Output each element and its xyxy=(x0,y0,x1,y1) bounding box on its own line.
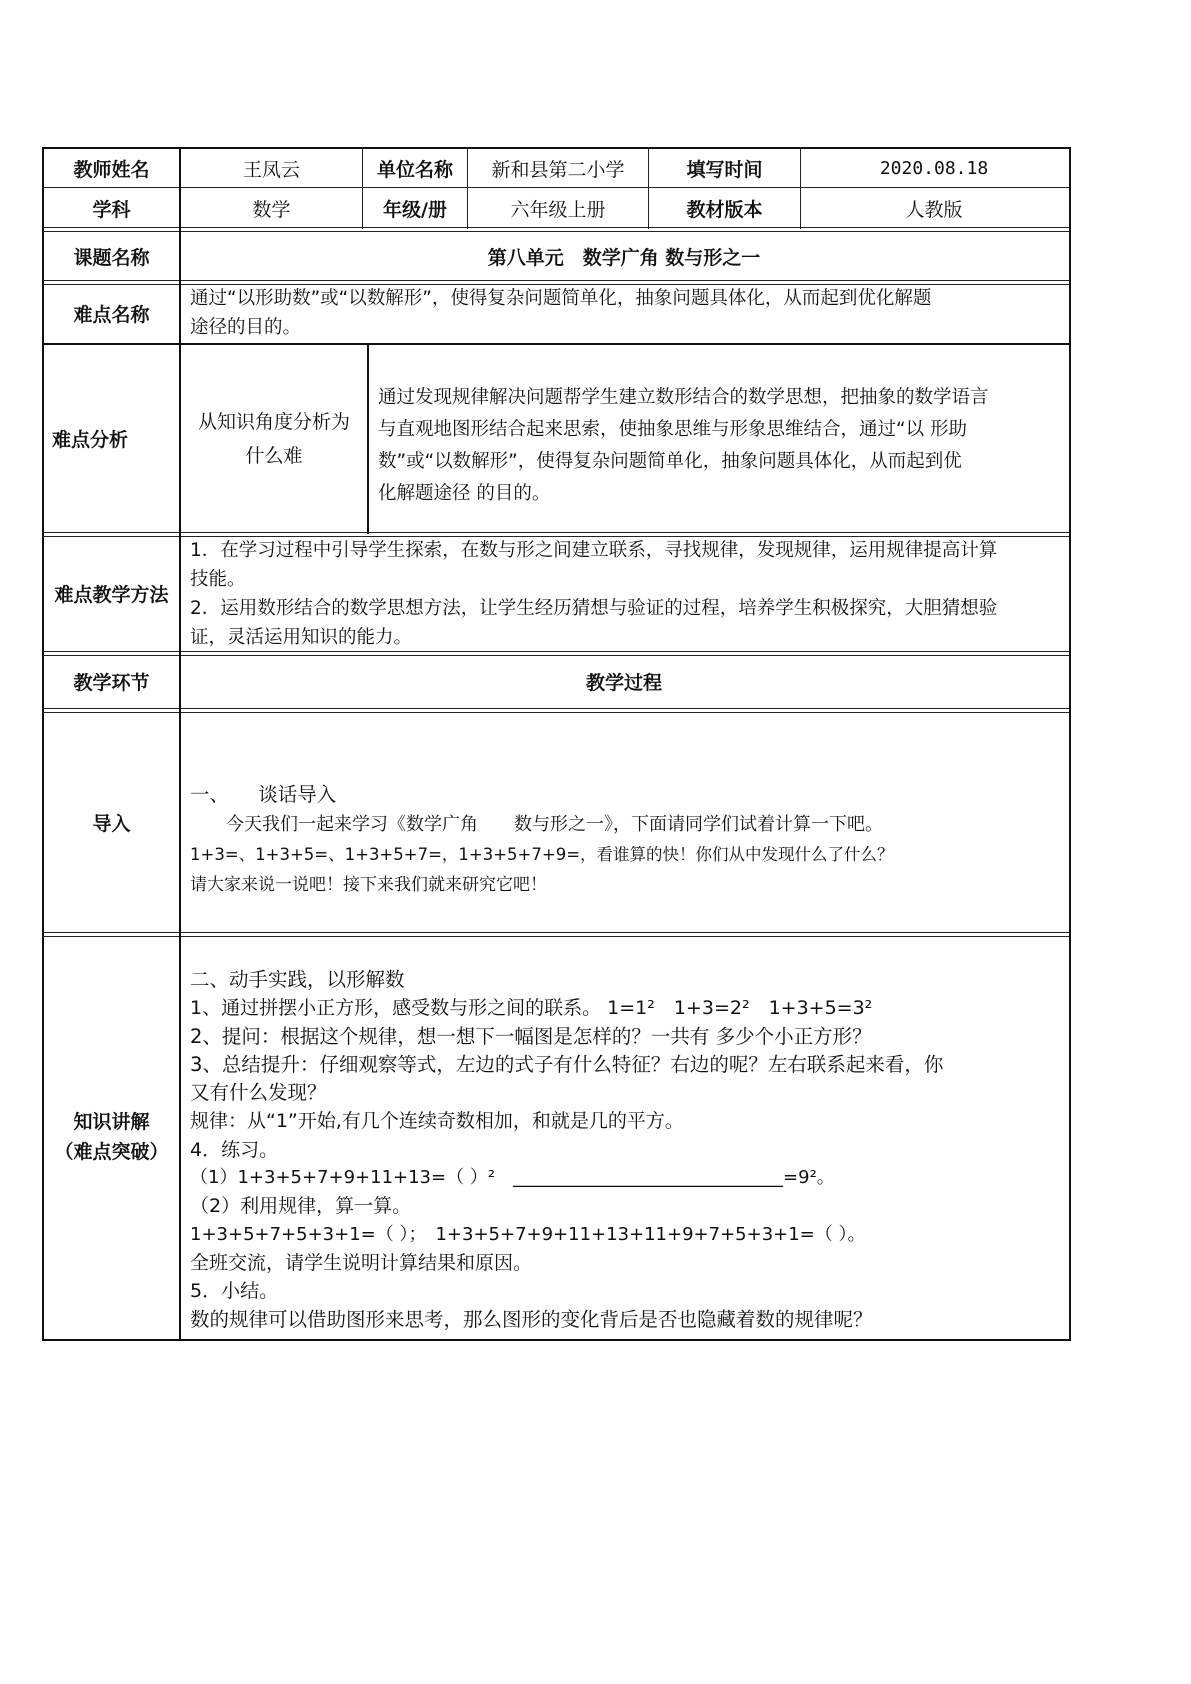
grade-label: 年级/册 xyxy=(383,198,447,221)
analysis-sub-label xyxy=(181,345,367,532)
knowledge-label xyxy=(44,936,179,1337)
knowledge-line: 数的规律可以借助图形来思考，那么图形的变化背后是否也隐藏着数的规律呢？ xyxy=(190,1307,873,1331)
unit-name: 新和县第二小学 xyxy=(491,158,625,181)
knowledge-line: 1、通过拼摆小正方形，感受数与形之间的联系。 1=1² 1+3=2² 1+3+5=3² xyxy=(190,997,873,1020)
analysis-line: 通过发现规律解决问题帮学生建立数形结合的数学思想，把抽象的数学语言 xyxy=(378,387,989,408)
knowledge-label-line: 知识讲解 xyxy=(73,1110,150,1133)
knowledge-line: 2、提问：根据这个规律，想一想下一幅图是怎样的？一共有 多少个小正方形？ xyxy=(190,1024,872,1048)
subject-label: 学科 xyxy=(92,198,131,221)
edition: 人教版 xyxy=(905,198,963,221)
topic-label: 课题名称 xyxy=(73,246,150,269)
knowledge-line: （1）1+3+5+7+9+11+13=（ ）² ______________________________=9²。 xyxy=(190,1167,835,1189)
knowledge-line: 二、动手实践，以形解数 xyxy=(190,968,405,991)
grade: 六年级上册 xyxy=(510,198,606,221)
knowledge-line: 1+3+5+7+5+3+1=（ ）； 1+3+5+7+9+11+13+11+9+7+5+3+1=（ ）。 xyxy=(190,1223,866,1245)
analysis-sub-label-line: 从知识角度分析为 xyxy=(197,410,350,433)
teacher-label: 教师姓名 xyxy=(73,158,150,181)
knowledge-line: 全班交流，请学生说明计算结果和原因。 xyxy=(190,1251,533,1274)
process-content-header: 教学过程 xyxy=(585,672,662,694)
unit-label: 单位名称 xyxy=(376,158,453,181)
difficulty-label: 难点名称 xyxy=(73,304,150,326)
knowledge-line: 3、总结提升：仔细观察等式，左边的式子有什么特征？右边的呢？左右联系起来看，你 xyxy=(190,1052,944,1076)
knowledge-text xyxy=(190,966,943,1334)
analysis-sub-label-line: 什么难 xyxy=(245,444,303,467)
intro-label: 导入 xyxy=(92,812,131,835)
topic-title: 第八单元 数学广角 数与形之一 xyxy=(487,246,761,269)
difficulty-text xyxy=(190,284,931,342)
knowledge-line: 规律：从“1”开始,有几个连续奇数相加，和就是几的平方。 xyxy=(190,1110,684,1133)
analysis-line: 与直观地图形结合起来思索，使抽象思维与形象思维结合，通过“以 形助 xyxy=(378,419,967,440)
row-divider xyxy=(42,708,1069,713)
difficulty-line: 通过“以形助数”或“以数解形”，使得复杂问题简单化，抽象问题具体化，从而起到优化解题 xyxy=(190,288,932,309)
analysis-label: 难点分析 xyxy=(52,429,129,451)
analysis-text xyxy=(378,382,989,510)
difficulty-line: 途径的目的。 xyxy=(190,317,302,338)
method-line: 技能。 xyxy=(190,569,246,590)
knowledge-line: （2）利用规律，算一算。 xyxy=(190,1195,412,1218)
intro-line: 1+3=、1+3+5=、1+3+5+7=，1+3+5+7+9=，看谁算的快！你们从中发现什么了什么？ xyxy=(190,845,894,864)
fill-date: 2020.08.18 xyxy=(879,157,989,179)
intro-line: 一、 谈话导入 xyxy=(190,783,337,806)
col-divider xyxy=(367,344,369,534)
method-line: 2．运用数形结合的数学思想方法，让学生经历猜想与验证的过程，培养学生积极探究，大胆猜想验 xyxy=(190,598,998,619)
intro-line: 请大家来说一说吧！接下来我们就来研究它吧！ xyxy=(190,875,547,895)
knowledge-line: 5．小结。 xyxy=(190,1280,279,1303)
method-label: 难点教学方法 xyxy=(54,584,169,606)
row-divider xyxy=(42,932,1069,937)
intro-line: 今天我们一起来学习《数学广角 数与形之一》，下面请同学们试着计算一下吧。 xyxy=(190,814,883,835)
row-divider xyxy=(42,187,1069,188)
process-step-header: 教学环节 xyxy=(73,672,150,694)
analysis-line: 化解题途径 的目的。 xyxy=(378,483,551,504)
method-line: 证，灵活运用知识的能力。 xyxy=(190,627,413,648)
knowledge-label-line: （难点突破） xyxy=(54,1140,169,1163)
intro-text xyxy=(190,780,894,900)
subject: 数学 xyxy=(252,198,291,221)
analysis-line: 数”或“以数解形”，使得复杂问题简单化，抽象问题具体化，从而起到优 xyxy=(378,451,962,472)
knowledge-line: 4．练习。 xyxy=(190,1138,279,1161)
method-line: 1．在学习过程中引导学生探索，在数与形之间建立联系，寻找规律，发现规律，运用规律提高计算 xyxy=(190,540,998,561)
date-label: 填写时间 xyxy=(686,158,763,181)
knowledge-line: 又有什么发现？ xyxy=(190,1081,327,1105)
teacher-name: 王凤云 xyxy=(242,158,300,181)
col-divider xyxy=(179,147,181,1339)
edition-label: 教材版本 xyxy=(686,198,763,221)
method-text xyxy=(190,536,997,652)
